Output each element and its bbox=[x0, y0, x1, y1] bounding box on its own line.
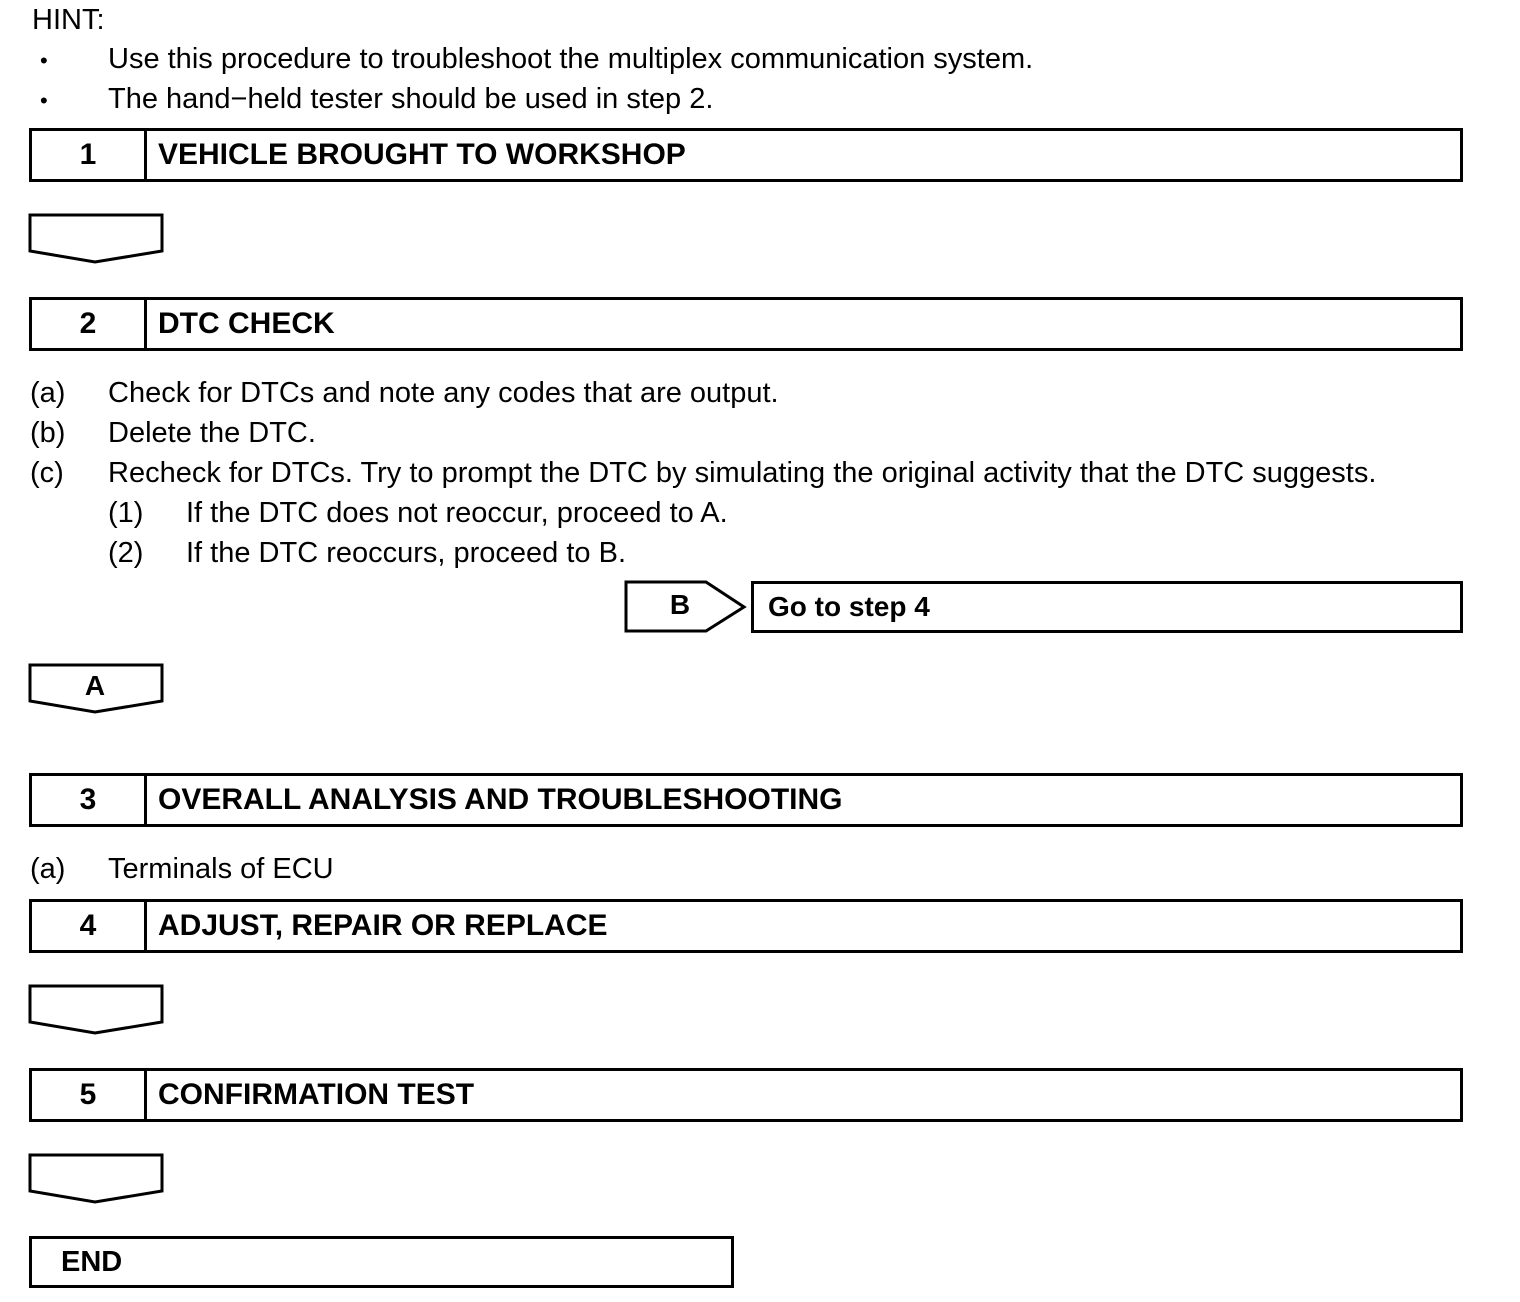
subitem-marker: (1) bbox=[108, 497, 144, 529]
step-5-header bbox=[29, 1068, 1463, 1122]
item-text: Terminals of ECU bbox=[108, 853, 334, 885]
branch-text: Go to step 4 bbox=[768, 591, 930, 622]
step-4-header bbox=[29, 899, 1463, 953]
step-title: DTC CHECK bbox=[158, 307, 335, 340]
step-3-header bbox=[29, 773, 1463, 827]
bullet-dot: • bbox=[40, 88, 48, 113]
branch-label: B bbox=[669, 589, 691, 620]
step-number: 3 bbox=[32, 776, 147, 824]
item-marker: (a) bbox=[30, 377, 66, 409]
step-2-header bbox=[29, 297, 1463, 351]
step-1-header bbox=[29, 128, 1463, 182]
step-number: 1 bbox=[32, 131, 147, 179]
item-text: Check for DTCs and note any codes that are output. bbox=[108, 377, 779, 409]
flow-arrow-down bbox=[28, 213, 166, 265]
branch-b-arrow bbox=[624, 580, 748, 634]
subitem-text: If the DTC does not reoccur, proceed to A. bbox=[186, 497, 728, 529]
step-title: VEHICLE BROUGHT TO WORKSHOP bbox=[158, 138, 686, 171]
item-text: Recheck for DTCs. Try to prompt the DTC by simulating the original activity that the DTC suggests. bbox=[108, 457, 1377, 489]
flow-arrow-down bbox=[28, 1153, 166, 1205]
step-title: CONFIRMATION TEST bbox=[158, 1078, 475, 1111]
flow-arrow-down bbox=[28, 984, 166, 1036]
step-title: ADJUST, REPAIR OR REPLACE bbox=[158, 909, 608, 942]
step-number: 5 bbox=[32, 1071, 147, 1119]
item-text: Delete the DTC. bbox=[108, 417, 316, 449]
hint-label: HINT: bbox=[32, 4, 105, 36]
step-title: OVERALL ANALYSIS AND TROUBLESHOOTING bbox=[158, 783, 843, 816]
item-marker: (b) bbox=[30, 417, 66, 449]
end-label: END bbox=[61, 1246, 123, 1278]
subitem-text: If the DTC reoccurs, proceed to B. bbox=[186, 537, 627, 569]
step-number: 4 bbox=[32, 902, 147, 950]
subitem-marker: (2) bbox=[108, 537, 144, 569]
bullet-dot: • bbox=[40, 48, 48, 73]
item-marker: (c) bbox=[30, 457, 64, 489]
hint-bullet-2: The hand−held tester should be used in step 2. bbox=[108, 83, 714, 115]
end-box bbox=[29, 1236, 734, 1288]
arrow-label: A bbox=[84, 670, 106, 701]
step-number: 2 bbox=[32, 300, 147, 348]
hint-bullet-1: Use this procedure to troubleshoot the multiplex communication system. bbox=[108, 43, 1034, 75]
item-marker: (a) bbox=[30, 853, 66, 885]
flow-arrow-down-a bbox=[28, 663, 166, 715]
branch-b-target bbox=[751, 581, 1463, 633]
